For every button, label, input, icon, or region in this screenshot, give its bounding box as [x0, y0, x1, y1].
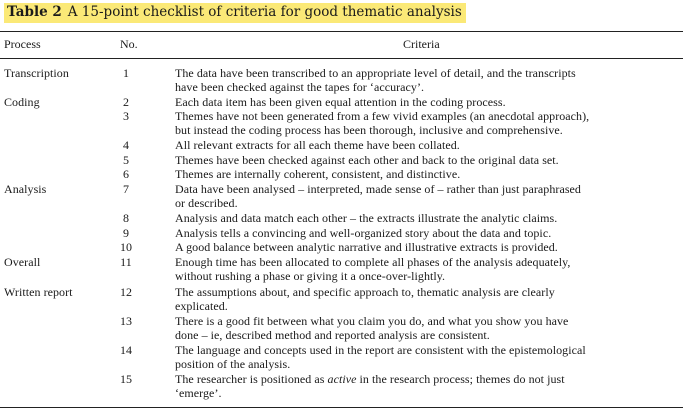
- criteria-line: have been checked against the tapes for ‘accuracy’.: [175, 80, 425, 95]
- table-caption-title: A 15-point checklist of criteria for good thematic analysis: [67, 4, 462, 20]
- criteria-line: explicated.: [175, 299, 228, 314]
- table-bottom-rule: [0, 407, 683, 408]
- criteria-line: The data have been transcribed to an appropriate level of detail, and the transcripts: [175, 66, 576, 80]
- criteria-line: Each data item has been given equal attention in the coding process.: [175, 95, 506, 109]
- criteria-cell: [175, 211, 680, 225]
- row-number: 3: [122, 109, 130, 123]
- criteria-line: Data have been analysed – interpreted, made sense of – rather than just paraphrased: [175, 182, 581, 196]
- criteria-line: Analysis tells a convincing and well-organized story about the data and topic.: [175, 226, 552, 240]
- row-number: 6: [122, 167, 130, 181]
- criteria-text: in the research process; themes do not just: [356, 372, 565, 386]
- row-number: 8: [122, 211, 130, 225]
- row-number: 4: [122, 138, 130, 152]
- criteria-cell: [175, 240, 680, 254]
- criteria-line: A good balance between analytic narrative and illustrative extracts is provided.: [175, 240, 558, 254]
- criteria-cell: [175, 138, 680, 152]
- row-number: 1: [122, 66, 130, 80]
- criteria-cell: [175, 372, 680, 401]
- criteria-cell: [175, 95, 680, 109]
- criteria-line: [175, 372, 680, 386]
- column-header-no: No.: [120, 37, 138, 51]
- criteria-text: The researcher is positioned as: [175, 372, 328, 386]
- criteria-cell: [175, 343, 680, 372]
- row-number: 7: [122, 182, 130, 196]
- process-coding: Coding: [4, 95, 40, 109]
- criteria-cell: [175, 255, 680, 284]
- table-header-rule: [0, 58, 683, 59]
- criteria-line: Analysis and data match each other – the extracts illustrate the analytic claims.: [175, 211, 558, 225]
- table-caption-label: Table 2: [7, 4, 62, 20]
- row-number: 2: [122, 95, 130, 109]
- column-header-criteria: Criteria: [403, 37, 440, 51]
- row-number: 12: [119, 285, 133, 299]
- criteria-line: done – ie, described method and reported analysis are consistent.: [175, 328, 490, 343]
- criteria-line: but instead the coding process has been thorough, inclusive and comprehensive.: [175, 123, 563, 138]
- criteria-emphasis: active: [327, 372, 357, 386]
- criteria-cell: [175, 182, 680, 211]
- row-number: 11: [120, 255, 132, 269]
- process-analysis: Analysis: [4, 182, 47, 196]
- row-number: 15: [119, 372, 133, 386]
- column-header-process: Process: [4, 37, 41, 51]
- criteria-cell: [175, 109, 680, 138]
- criteria-cell: [175, 66, 680, 95]
- row-number: 13: [119, 314, 133, 328]
- row-number: 5: [122, 153, 130, 167]
- process-transcription: Transcription: [4, 66, 69, 80]
- criteria-cell: [175, 226, 680, 240]
- criteria-line: The language and concepts used in the report are consistent with the epistemological: [175, 343, 586, 357]
- table-caption: [4, 3, 466, 23]
- criteria-line: or described.: [175, 196, 238, 211]
- criteria-cell: [175, 167, 680, 181]
- table-top-rule: [0, 31, 683, 32]
- criteria-line: The assumptions about, and specific approach to, thematic analysis are clearly: [175, 285, 555, 299]
- process-overall: Overall: [4, 255, 41, 269]
- criteria-cell: [175, 285, 680, 314]
- row-number: 10: [119, 240, 133, 254]
- criteria-line: There is a good fit between what you claim you do, and what you show you have: [175, 314, 569, 328]
- row-number: 9: [122, 226, 130, 240]
- criteria-line: position of the analysis.: [175, 357, 291, 372]
- criteria-line: All relevant extracts for all each theme have been collated.: [175, 138, 460, 152]
- criteria-line: Enough time has been allocated to complete all phases of the analysis adequately,: [175, 255, 571, 269]
- criteria-line: Themes are internally coherent, consistent, and distinctive.: [175, 167, 461, 181]
- process-written-report: Written report: [4, 285, 73, 299]
- criteria-line: without rushing a phase or giving it a once-over-lightly.: [175, 269, 446, 284]
- criteria-line: Themes have been checked against each other and back to the original data set.: [175, 153, 559, 167]
- criteria-cell: [175, 153, 680, 167]
- criteria-line: Themes have not been generated from a few vivid examples (an anecdotal approach),: [175, 109, 590, 123]
- row-number: 14: [119, 343, 133, 357]
- criteria-line: ‘emerge’.: [175, 386, 222, 401]
- criteria-cell: [175, 314, 680, 343]
